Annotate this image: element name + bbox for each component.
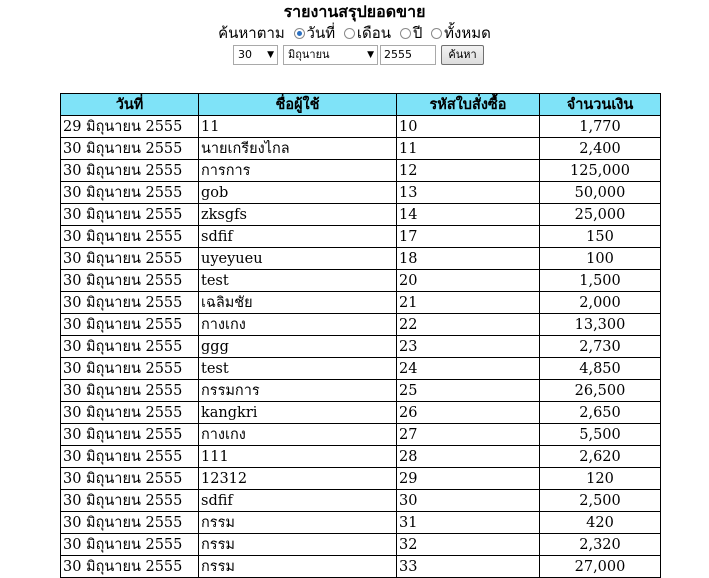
column-header-amount: จำนวนเงิน [540,94,661,116]
cell-username: zksgfs [199,204,397,226]
cell-order-id: 18 [397,248,540,270]
cell-username: กรรม [199,534,397,556]
cell-amount: 2,320 [540,534,661,556]
cell-username: กรรม [199,512,397,534]
month-select[interactable] [283,45,378,65]
cell-username: test [199,270,397,292]
day-select[interactable] [233,45,278,65]
cell-username: test [199,358,397,380]
radio-month-label[interactable]: เดือน [356,24,392,42]
cell-date: 30 มิถุนายน 2555 [61,336,199,358]
table-row [61,204,661,226]
radio-month[interactable] [344,28,355,39]
cell-order-id: 23 [397,336,540,358]
cell-order-id: 30 [397,490,540,512]
cell-amount: 50,000 [540,182,661,204]
sales-report-table [60,93,661,578]
cell-date: 30 มิถุนายน 2555 [61,446,199,468]
table-row [61,116,661,138]
column-header-username: ชื่อผู้ใช้ [199,94,397,116]
cell-order-id: 13 [397,182,540,204]
cell-date: 30 มิถุนายน 2555 [61,468,199,490]
cell-amount: 2,620 [540,446,661,468]
radio-year-label[interactable]: ปี [412,24,423,42]
cell-order-id: 31 [397,512,540,534]
cell-amount: 120 [540,468,661,490]
cell-amount: 420 [540,512,661,534]
table-row [61,402,661,424]
cell-username: กรรมการ [199,380,397,402]
table-row [61,446,661,468]
cell-username: sdfif [199,490,397,512]
cell-order-id: 25 [397,380,540,402]
table-row [61,182,661,204]
table-row [61,380,661,402]
cell-username: นายเกรียงไกล [199,138,397,160]
cell-order-id: 11 [397,138,540,160]
radio-day-label[interactable]: วันที่ [306,24,336,42]
search-filter-row [0,23,709,43]
cell-username: เฉลิมชัย [199,292,397,314]
column-header-order-id: รหัสใบสั่งซื้อ [397,94,540,116]
cell-amount: 27,000 [540,556,661,578]
table-row [61,534,661,556]
cell-date: 30 มิถุนายน 2555 [61,556,199,578]
cell-amount: 13,300 [540,314,661,336]
table-row [61,512,661,534]
cell-date: 30 มิถุนายน 2555 [61,270,199,292]
cell-amount: 2,500 [540,490,661,512]
cell-username: 12312 [199,468,397,490]
table-row [61,468,661,490]
cell-date: 30 มิถุนายน 2555 [61,226,199,248]
cell-date: 30 มิถุนายน 2555 [61,138,199,160]
page-title: รายงานสรุปยอดขาย [283,2,426,21]
radio-year[interactable] [400,28,411,39]
table-body [61,116,661,578]
cell-date: 29 มิถุนายน 2555 [61,116,199,138]
cell-username: sdfif [199,226,397,248]
cell-order-id: 22 [397,314,540,336]
cell-date: 30 มิถุนายน 2555 [61,380,199,402]
table-row [61,336,661,358]
radio-all-label[interactable]: ทั้งหมด [444,24,491,42]
table-row [61,314,661,336]
cell-date: 30 มิถุนายน 2555 [61,490,199,512]
cell-username: 111 [199,446,397,468]
cell-date: 30 มิถุนายน 2555 [61,358,199,380]
cell-username: กรรม [199,556,397,578]
table-row [61,248,661,270]
cell-order-id: 12 [397,160,540,182]
cell-username: uyeyueu [199,248,397,270]
cell-order-id: 29 [397,468,540,490]
chevron-down-icon: ▼ [267,50,274,60]
table-row [61,292,661,314]
cell-username: gob [199,182,397,204]
cell-order-id: 28 [397,446,540,468]
cell-amount: 1,500 [540,270,661,292]
cell-username: การการ [199,160,397,182]
radio-day[interactable] [294,28,305,39]
cell-date: 30 มิถุนายน 2555 [61,292,199,314]
cell-order-id: 27 [397,424,540,446]
cell-order-id: 10 [397,116,540,138]
cell-date: 30 มิถุนายน 2555 [61,182,199,204]
cell-amount: 4,850 [540,358,661,380]
table-row [61,270,661,292]
cell-order-id: 14 [397,204,540,226]
cell-date: 30 มิถุนายน 2555 [61,534,199,556]
radio-all[interactable] [431,28,442,39]
chevron-down-icon: ▼ [367,50,374,60]
cell-username: kangkri [199,402,397,424]
cell-amount: 25,000 [540,204,661,226]
cell-order-id: 33 [397,556,540,578]
cell-order-id: 17 [397,226,540,248]
cell-order-id: 32 [397,534,540,556]
cell-date: 30 มิถุนายน 2555 [61,402,199,424]
year-input[interactable]: 2555 [380,45,436,65]
cell-amount: 2,650 [540,402,661,424]
cell-amount: 2,000 [540,292,661,314]
cell-date: 30 มิถุนายน 2555 [61,424,199,446]
cell-amount: 125,000 [540,160,661,182]
cell-date: 30 มิถุนายน 2555 [61,204,199,226]
cell-date: 30 มิถุนายน 2555 [61,160,199,182]
cell-amount: 2,730 [540,336,661,358]
search-by-label: ค้นหาตาม [218,24,285,42]
cell-username: 11 [199,116,397,138]
cell-date: 30 มิถุนายน 2555 [61,314,199,336]
cell-username: ggg [199,336,397,358]
cell-date: 30 มิถุนายน 2555 [61,512,199,534]
table-row [61,160,661,182]
cell-order-id: 20 [397,270,540,292]
table-row [61,490,661,512]
table-header-row [61,94,661,116]
table-row [61,424,661,446]
table-row [61,138,661,160]
cell-amount: 100 [540,248,661,270]
month-select-value: มิถุนายน [288,48,330,61]
cell-order-id: 24 [397,358,540,380]
cell-username: กางเกง [199,424,397,446]
cell-amount: 5,500 [540,424,661,446]
day-select-value: 30 [238,48,252,61]
table-row [61,556,661,578]
search-button[interactable]: ค้นหา [441,45,484,65]
cell-order-id: 26 [397,402,540,424]
cell-username: กางเกง [199,314,397,336]
cell-amount: 2,400 [540,138,661,160]
column-header-date: วันที่ [61,94,199,116]
table-row [61,226,661,248]
table-row [61,358,661,380]
cell-order-id: 21 [397,292,540,314]
cell-amount: 150 [540,226,661,248]
cell-amount: 1,770 [540,116,661,138]
cell-amount: 26,500 [540,380,661,402]
cell-date: 30 มิถุนายน 2555 [61,248,199,270]
